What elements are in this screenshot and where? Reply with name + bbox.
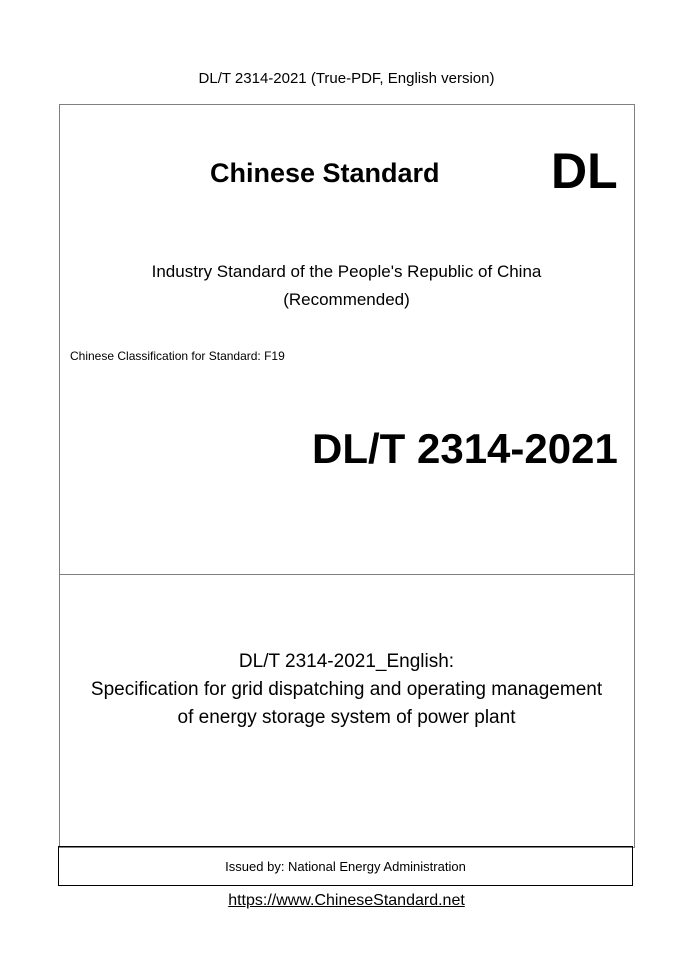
footer	[0, 892, 693, 910]
page-header: DL/T 2314-2021 (True-PDF, English version)	[198, 70, 495, 87]
industry-line-1: Industry Standard of the People's Republic of China	[151, 262, 542, 281]
issued-by-box	[58, 846, 633, 886]
description-line-2: Specification for grid dispatching and operating management	[90, 679, 603, 700]
standard-description	[0, 648, 693, 732]
description-line-1: DL/T 2314-2021_English:	[238, 651, 455, 672]
description-line-3: of energy storage system of power plant	[177, 707, 516, 728]
website-link[interactable]: https://www.ChineseStandard.net	[228, 892, 465, 909]
classification-text: Chinese Classification for Standard: F19	[70, 349, 285, 363]
standard-number: DL/T 2314-2021	[312, 425, 618, 472]
industry-standard-caption	[0, 258, 693, 314]
issued-by-text: Issued by: National Energy Administration	[225, 858, 466, 874]
chinese-standard-title: Chinese Standard	[210, 158, 440, 188]
industry-line-2: (Recommended)	[283, 290, 410, 309]
dl-mark: DL	[551, 143, 618, 199]
